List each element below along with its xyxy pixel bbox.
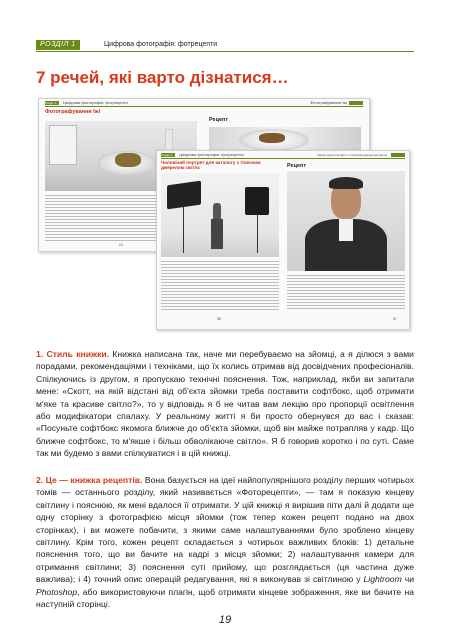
paragraph-recipe-book (36, 474, 414, 610)
paragraph-text: Книжка написана так, наче ми перебуваємо на зйомці, а я ділюся з вами порадами, рекомендаціями і техніками, що їх колись отримав від досвідчених професіоналів. Спілкуючись із другом, я пропускаю технічні пояснення. Тож, наприклад, якби ви запитали мене: «Скотт, на якій відстані від об'єкта зйомки треба поставити софтбокс, щоб отримати м'яке та красиве світло?», то у відповідь я б не читав вам лекцію про пропорції освітлення або модифікатори спалаху. У реальному житті я би просто обернувся до вас і сказав: «Посуньте софтбокс якомога ближче до об'єкта зйомки, щоб він майже потрапляв у кадр. Що ближче софтбокс, то м'якше і більш обволікаюче світло». Я б говорив коротко і по суті. Саме так ми будемо з вами спілкуватися і в цій книжці. (36, 349, 414, 459)
mini-chapter-tag-right (391, 153, 405, 157)
mini-model (213, 203, 221, 219)
studio-setup-photo (161, 173, 279, 257)
mini-food (115, 153, 141, 167)
running-title: Цифрова фотографія: фотрецепти (104, 41, 218, 48)
mini-tag-text: Розділ 1 (45, 101, 57, 105)
mini-rule (161, 158, 405, 159)
page-title: 7 речей, які варто дізнатися… (36, 68, 289, 87)
paragraph-lead: 1. Стиль книжки. (36, 349, 110, 359)
paragraph-text: Вона базується на ідеї найпопулярнішого розділу перших чотирьох томів — останнього розділу, який називається «Фоторецепти», — там я показую кінцеву світлину і пояснюю, як мені вдалося її отримати. У цій книжці я вирішив піти далі й додати ще одну сторінку з фотографією місця зйомки (тож тепер кожен рецепт подано на двох сторінках), і ви можете побачити, з якими саме налаштуваннями було зроблено кінцеву світлину. Крім того, кожен рецепт складається з чотирьох важливих блоків: 1) детальне пояснення того, що ви бачите на кадрі з місця зйомки; 2) налаштування камери для отримання світлини; 3) пояснення суті прийому, що розглядається (ця частина дуже важлива); і 4) точний опис операцій редагування, які я виконував зі світлиною у (36, 475, 414, 585)
mini-rule (45, 106, 363, 107)
paragraph-text-end: , або використовуючи плагін, щоб отримати кінцеве зображення, яке ви бачите на наступній сторінці. (36, 586, 414, 610)
chapter-tag: РОЗДІЛ 1 (36, 40, 80, 50)
paragraph-lead: 2. Це — книжка рецептів. (36, 475, 143, 485)
paragraph-book-style (36, 348, 414, 460)
mini-stand-left (183, 207, 184, 253)
book-spread-preview-portrait (156, 150, 410, 330)
mini-text-block-left (161, 261, 279, 311)
header-rule (36, 51, 414, 52)
mini-page-number: 24 (119, 243, 123, 247)
mini-heading-left: Фотографування їжі (45, 109, 101, 115)
photoshop-name: Photoshop (36, 586, 78, 597)
mini-right-running-title: Кращі портретні фото з тілесним джерелом світла (317, 153, 387, 157)
mini-softbox (49, 125, 77, 165)
mini-heading-right: Рецепт (287, 163, 307, 169)
mini-right-running-title: Фотографування їжі (309, 100, 347, 105)
mini-hair (329, 177, 363, 189)
page-number: 19 (218, 614, 232, 626)
mini-running-title: Цифрова фотографія: фотрецепти (63, 100, 128, 105)
portrait-final-photo (287, 171, 405, 271)
mini-chapter-tag-right (349, 101, 363, 105)
mini-model-body (211, 219, 223, 249)
mini-tag-text: Розділ 4 (161, 153, 173, 157)
mini-shirt (339, 219, 353, 241)
mini-softbox-left (167, 181, 201, 210)
mini-softbox-right (245, 187, 269, 215)
mini-heading-left: Чоловічий портрет для каталогу з тілесним джерелом світла (161, 160, 261, 171)
mini-stand-right (257, 215, 258, 253)
mini-running-title: Цифрова фотографія: фотрецепти (179, 152, 244, 157)
mini-heading-right: Рецепт (209, 117, 229, 123)
mini-page-number-right: 57 (393, 317, 397, 321)
lightroom-name: Lightroom (363, 574, 402, 585)
mini-food-final (259, 133, 285, 143)
mini-page-number-left: 56 (217, 317, 221, 321)
mini-text-block-right (287, 275, 405, 311)
paragraph-text-or: чи (401, 574, 414, 585)
